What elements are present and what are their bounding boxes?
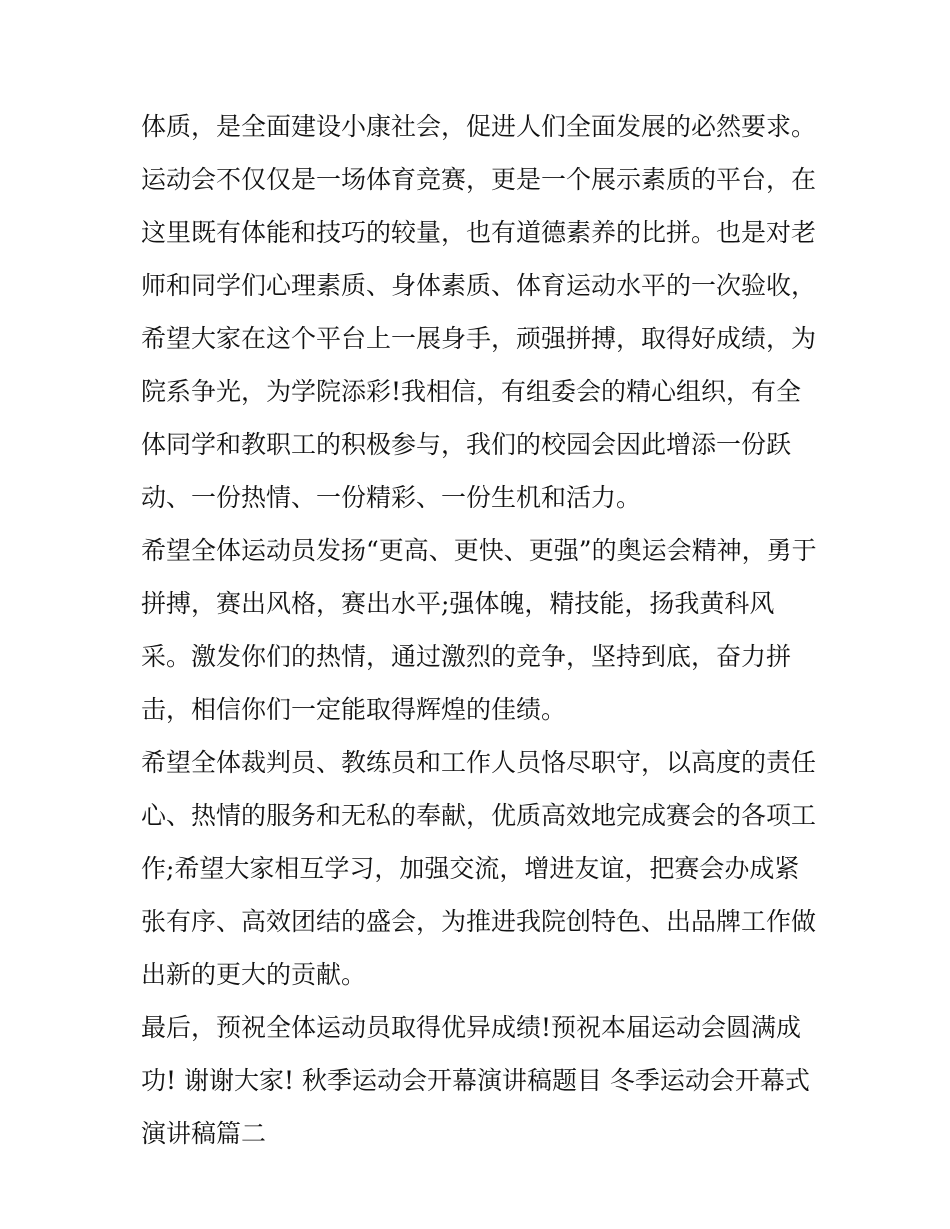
text-line: 演讲稿篇二 — [141, 1119, 267, 1148]
text-line: 拼搏，赛出风格，赛出水平;强体魄，精技能，扬我黄科风 — [141, 589, 775, 618]
text-line: 希望全体裁判员、教练员和工作人员恪尽职守，以高度的责任 — [141, 748, 817, 777]
text-line: 击，相信你们一定能取得辉煌的佳绩。 — [141, 695, 567, 724]
text-line: 体同学和教职工的积极参与，我们的校园会因此增添一份跃 — [141, 430, 792, 459]
text-line: 希望大家在这个平台上一展身手，顽强拼搏，取得好成绩，为 — [141, 324, 817, 353]
text-line: 心、热情的服务和无私的奉献，优质高效地完成赛会的各项工 — [141, 801, 817, 830]
text-line: 动、一份热情、一份精彩、一份生机和活力。 — [141, 483, 642, 512]
body-text — [141, 100, 821, 1160]
text-line: 出新的更大的贡献。 — [141, 960, 367, 989]
text-line: 采。激发你们的热情，通过激烈的竞争，坚持到底，奋力拼 — [141, 642, 792, 671]
text-line: 张有序、高效团结的盛会，为推进我院创特色、出品牌工作做 — [141, 907, 817, 936]
text-line: 功! 谢谢大家! 秋季运动会开幕演讲稿题目 冬季运动会开幕式 — [141, 1066, 810, 1095]
text-line: 运动会不仅仅是一场体育竞赛，更是一个展示素质的平台，在 — [141, 165, 817, 194]
text-line: 体质，是全面建设小康社会，促进人们全面发展的必然要求。 — [141, 112, 817, 141]
text-line: 师和同学们心理素质、身体素质、体育运动水平的一次验收， — [141, 271, 817, 300]
text-line: 作;希望大家相互学习，加强交流，增进友谊，把赛会办成紧 — [141, 854, 800, 883]
text-line: 院系争光，为学院添彩!我相信，有组委会的精心组织，有全 — [141, 377, 802, 406]
text-line: 希望全体运动员发扬“更高、更快、更强”的奥运会精神，勇于 — [141, 536, 817, 565]
text-line: 最后，预祝全体运动员取得优异成绩!预祝本届运动会圆满成 — [141, 1013, 802, 1042]
text-line: 这里既有体能和技巧的较量，也有道德素养的比拼。也是对老 — [141, 218, 817, 247]
